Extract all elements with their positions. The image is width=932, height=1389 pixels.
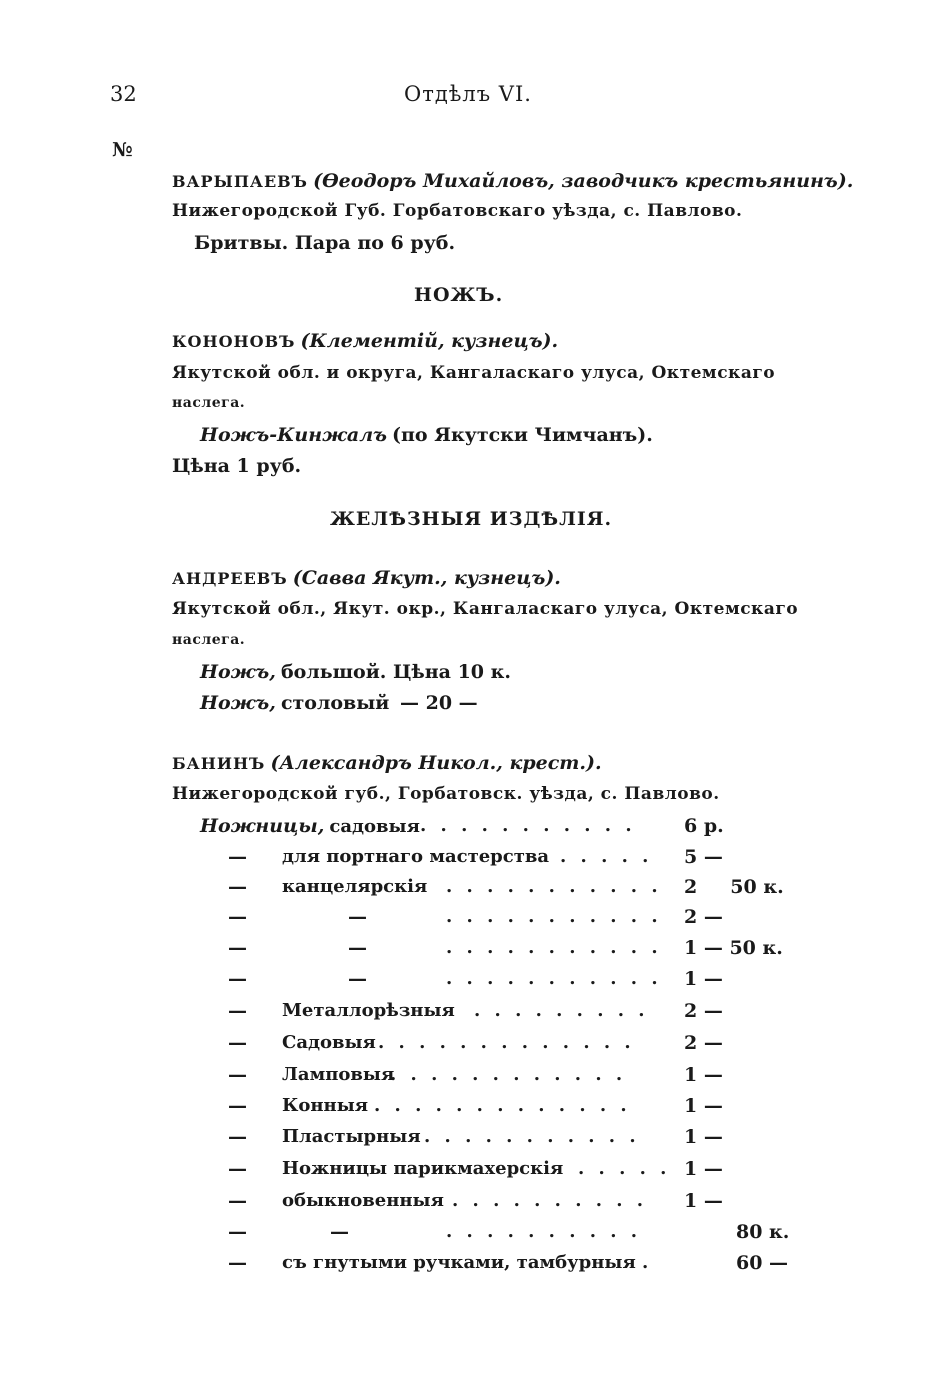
row-dash: — <box>228 906 247 928</box>
row-price: 2 50 к. <box>684 876 784 898</box>
price-row-first <box>200 815 420 837</box>
row-label: для портнаго мастерства <box>282 846 550 867</box>
row-dots: . . . . . <box>560 846 653 867</box>
entry-banin-heading <box>172 752 602 774</box>
item-note: (по Якутски Чимчанъ). <box>392 424 653 446</box>
item-name: Ножницы, <box>200 815 325 837</box>
row-label: обыкновенныя <box>282 1190 444 1211</box>
entry-details: (Савва Якут., кузнецъ). <box>292 567 561 589</box>
row-label: канцелярскія <box>282 876 428 897</box>
row-dash: — <box>228 846 247 868</box>
entry-details: (Александръ Никол., крест.). <box>270 752 602 774</box>
row-dash: — <box>228 1126 247 1148</box>
number-sign: № <box>112 139 133 161</box>
row-label: съ гнутыми ручками, тамбурныя . <box>282 1252 649 1273</box>
row-price: 1 — <box>684 1190 723 1212</box>
row-price: 2 — <box>684 1000 723 1022</box>
row-label: Садовыя <box>282 1032 376 1053</box>
entry-varypaev-address: Нижегородской Губ. Горбатовскаго уѣзда, с. Павлово. <box>172 201 743 221</box>
item-note: большой. Цѣна 10 к. <box>280 661 511 683</box>
row-label: — <box>348 937 367 959</box>
row-dash: — <box>228 937 247 959</box>
page-number: 32 <box>110 82 137 106</box>
entry-kononov-address-line1: Якутской обл. и округа, Кангаласкаго улуса, Октемскаго <box>172 363 776 383</box>
entry-details: (Өеодоръ Михайловъ, заводчикъ крестьянинъ). <box>313 170 854 192</box>
section-heading-knife: НОЖЪ. <box>414 284 504 306</box>
row-price: 2 — <box>684 906 723 928</box>
row-price: 6 р. <box>684 815 724 837</box>
entry-name: КОНОНОВЪ <box>172 332 296 351</box>
entry-andreev-item1 <box>200 661 511 683</box>
row-dash: — <box>228 876 247 898</box>
entry-andreev-address-line1: Якутской обл., Якут. окр., Кангаласкаго улуса, Октемскаго <box>172 599 799 619</box>
row-dots: . . . . . <box>578 1158 671 1179</box>
row-price: 1 — <box>684 1126 723 1148</box>
row-dots: . . . . . . . . . . . <box>420 815 636 836</box>
entry-name: БАНИНЪ <box>172 754 266 773</box>
row-dots: . . . . . . . . . . . <box>446 937 662 958</box>
row-dash: — <box>228 1190 247 1212</box>
row-dots: . . . . . . . . . . . <box>424 1126 640 1147</box>
row-label: — <box>330 1221 349 1243</box>
entry-name: АНДРЕЕВЪ <box>172 569 288 588</box>
entry-kononov-item <box>200 424 653 446</box>
row-dots: . . . . . . . . . . <box>452 1190 648 1211</box>
row-price: 60 — <box>736 1252 789 1274</box>
row-price: 2 — <box>684 1032 723 1054</box>
row-price: 1 — <box>684 1064 723 1086</box>
row-dash: — <box>228 1032 247 1054</box>
row-dots: . . . . . . . . . . . . . <box>374 1095 631 1116</box>
item-name: Ножъ, <box>200 661 276 683</box>
entry-andreev-item2 <box>200 692 389 714</box>
row-price: 1 — 50 к. <box>684 937 783 959</box>
row-dots: . . . . . . . . . . . . . <box>378 1032 635 1053</box>
entry-kononov-heading <box>172 330 558 352</box>
row-dots: . . . . . . . . . . . . <box>390 1064 627 1085</box>
row-price: 1 — <box>684 1158 723 1180</box>
entry-andreev-item2-price: — 20 — <box>400 692 478 714</box>
row-dots: . . . . . . . . . . . <box>446 968 662 989</box>
row-price: 5 — <box>684 846 723 868</box>
row-price: 80 к. <box>736 1221 790 1243</box>
item-note: столовый <box>280 692 390 714</box>
entry-banin-address: Нижегородской губ., Горбатовск. уѣзда, с. Павлово. <box>172 784 720 804</box>
row-dots: . . . . . . . . . . <box>446 1221 642 1242</box>
section-heading-iron-goods: ЖЕЛѢЗНЫЯ ИЗДѢЛІЯ. <box>330 508 613 530</box>
row-label: Пластырныя <box>282 1126 421 1147</box>
entry-kononov-address-line2: наслега. <box>172 395 246 411</box>
entry-varypaev-item: Бритвы. Пара по 6 руб. <box>194 232 456 254</box>
row-label: Конныя <box>282 1095 369 1116</box>
row-dots: . . . . . . . . . . . <box>446 906 662 927</box>
row-label: — <box>348 968 367 990</box>
item-name: Ножъ, <box>200 692 276 714</box>
row-dash: — <box>228 1158 247 1180</box>
item-label: садовыя <box>329 816 420 837</box>
entry-andreev-address-line2: наслега. <box>172 632 246 648</box>
item-name: Ножъ-Кинжалъ <box>200 424 387 446</box>
row-price: 1 — <box>684 968 723 990</box>
row-price: 1 — <box>684 1095 723 1117</box>
page-header-title: Отдѣлъ VI. <box>404 82 532 106</box>
row-dash: — <box>228 1252 247 1274</box>
row-dots: . . . . . . . . . <box>474 1000 649 1021</box>
row-label: Металлорѣзныя <box>282 1000 455 1021</box>
row-dash: — <box>228 1064 247 1086</box>
entry-name: ВАРЫПАЕВЪ <box>172 172 308 191</box>
row-label: — <box>348 906 367 928</box>
row-dash: — <box>228 1000 247 1022</box>
row-dash: — <box>228 1095 247 1117</box>
entry-varypaev-heading <box>172 170 853 192</box>
row-dash: — <box>228 968 247 990</box>
entry-andreev-heading <box>172 567 561 589</box>
entry-details: (Клементій, кузнецъ). <box>300 330 559 352</box>
entry-kononov-price: Цѣна 1 руб. <box>172 455 302 477</box>
row-label: Ножницы парикмахерскія <box>282 1158 564 1179</box>
row-dots: . . . . . . . . . . . <box>446 876 662 897</box>
row-label: Ламповыя <box>282 1064 395 1085</box>
row-dash: — <box>228 1221 247 1243</box>
